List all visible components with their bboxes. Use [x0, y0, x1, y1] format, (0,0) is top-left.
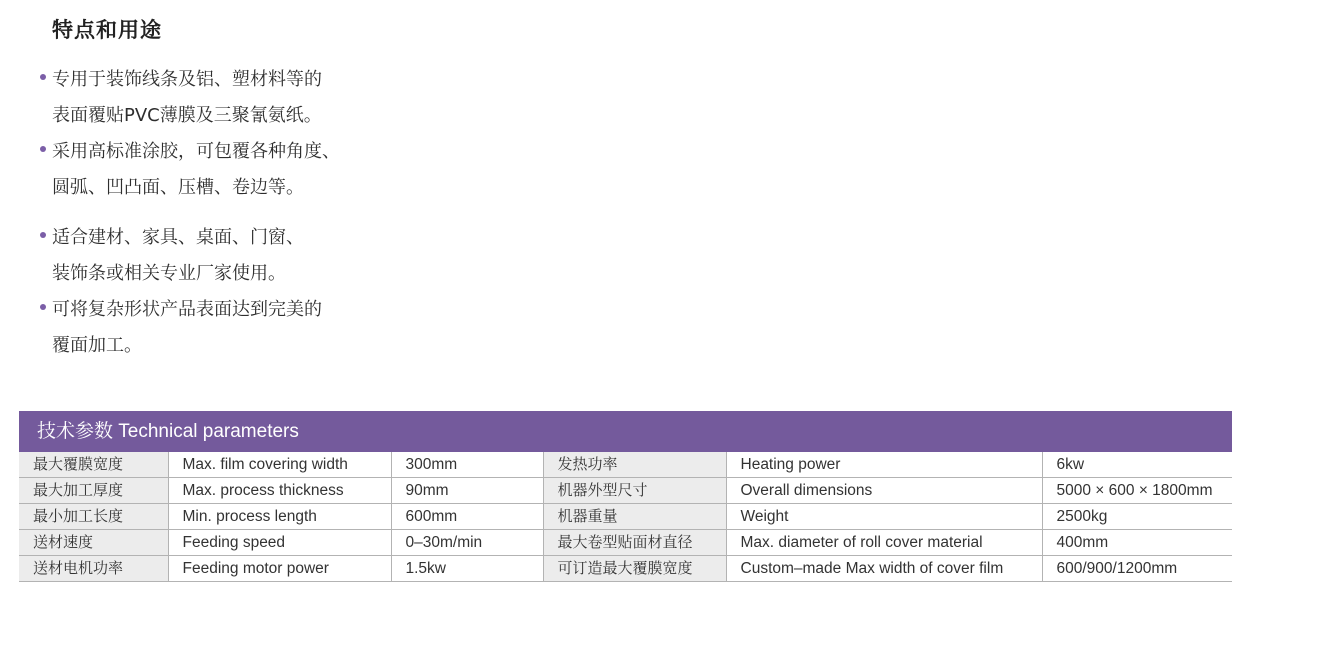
- param-value: 400mm: [1042, 530, 1232, 556]
- param-name-cn: 机器重量: [543, 504, 726, 530]
- params-header: 技术参数 Technical parameters: [19, 411, 1232, 452]
- param-name-cn: 发热功率: [543, 452, 726, 478]
- param-name-en: Overall dimensions: [726, 478, 1042, 504]
- param-value: 0–30m/min: [391, 530, 543, 556]
- param-name-cn: 机器外型尺寸: [543, 478, 726, 504]
- table-row: [19, 530, 1232, 556]
- param-value: 600mm: [391, 504, 543, 530]
- feature-line: 表面覆贴PVC薄膜及三聚氰氨纸。: [52, 105, 322, 126]
- param-value: 90mm: [391, 478, 543, 504]
- feature-item: [38, 62, 398, 134]
- table-row: [19, 452, 1232, 478]
- feature-line: 适合建材、家具、桌面、门窗、: [52, 227, 304, 248]
- feature-item: [38, 292, 398, 364]
- feature-line: 采用高标准涂胶，可包覆各种角度、: [52, 141, 340, 162]
- param-name-cn: 最大加工厚度: [19, 478, 168, 504]
- feature-line: 圆弧、凹凸面、压槽、卷边等。: [52, 177, 304, 198]
- feature-item: [38, 134, 398, 206]
- feature-line: 覆面加工。: [52, 335, 142, 356]
- param-name-en: Max. film covering width: [168, 452, 391, 478]
- param-value: 6kw: [1042, 452, 1232, 478]
- bullet-icon: [40, 74, 46, 80]
- param-name-en: Max. process thickness: [168, 478, 391, 504]
- feature-item: [38, 220, 398, 292]
- feature-line: 装饰条或相关专业厂家使用。: [52, 263, 286, 284]
- param-value: 300mm: [391, 452, 543, 478]
- param-name-cn: 最大卷型贴面材直径: [543, 530, 726, 556]
- param-value: 2500kg: [1042, 504, 1232, 530]
- table-row: [19, 504, 1232, 530]
- bullet-icon: [40, 232, 46, 238]
- param-name-cn: 送材速度: [19, 530, 168, 556]
- feature-line: 专用于装饰线条及铝、塑材料等的: [52, 69, 322, 90]
- param-name-en: Feeding speed: [168, 530, 391, 556]
- param-name-cn: 最大覆膜宽度: [19, 452, 168, 478]
- section-heading: 特点和用途: [52, 18, 162, 42]
- param-name-en: Heating power: [726, 452, 1042, 478]
- param-name-en: Custom–made Max width of cover film: [726, 556, 1042, 582]
- param-name-en: Min. process length: [168, 504, 391, 530]
- bullet-icon: [40, 304, 46, 310]
- param-name-cn: 最小加工长度: [19, 504, 168, 530]
- param-name-cn: 可订造最大覆膜宽度: [543, 556, 726, 582]
- feature-list: [38, 62, 398, 364]
- param-name-en: Weight: [726, 504, 1042, 530]
- bullet-icon: [40, 146, 46, 152]
- param-value: 1.5kw: [391, 556, 543, 582]
- params-table: [19, 452, 1232, 582]
- table-row: [19, 478, 1232, 504]
- table-row: [19, 556, 1232, 582]
- param-value: 5000 × 600 × 1800mm: [1042, 478, 1232, 504]
- technical-parameters: [19, 411, 1232, 582]
- feature-line: 可将复杂形状产品表面达到完美的: [52, 299, 322, 320]
- param-name-en: Max. diameter of roll cover material: [726, 530, 1042, 556]
- param-name-cn: 送材电机功率: [19, 556, 168, 582]
- param-name-en: Feeding motor power: [168, 556, 391, 582]
- param-value: 600/900/1200mm: [1042, 556, 1232, 582]
